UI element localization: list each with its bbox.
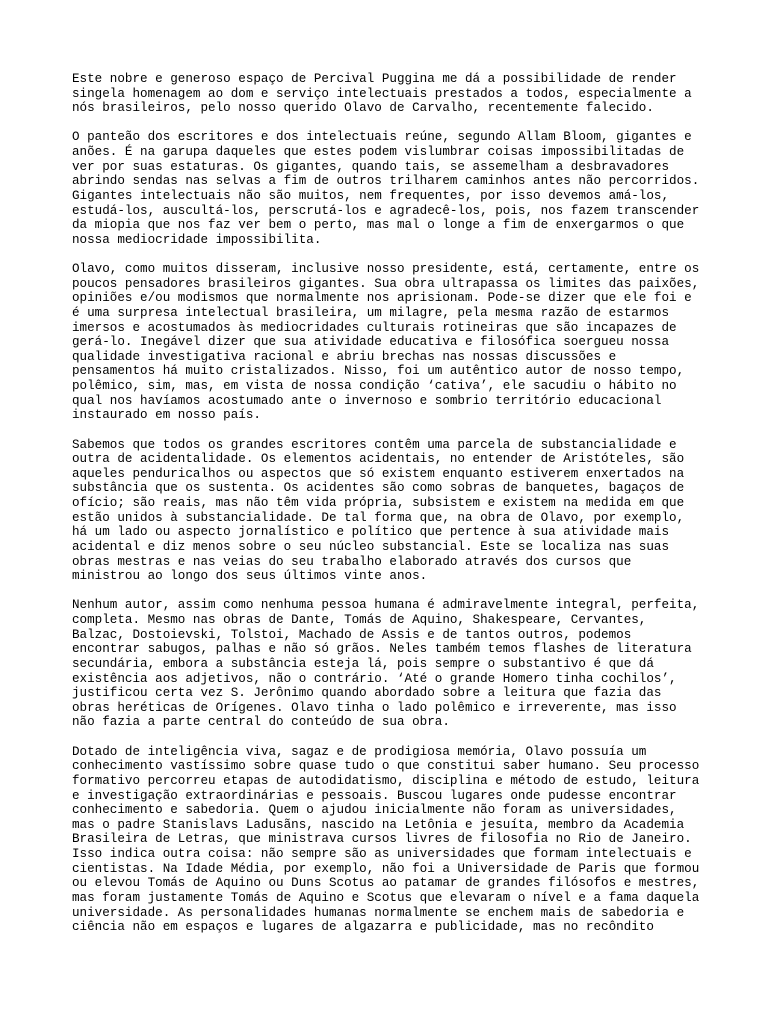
paragraph-5: Nenhum autor, assim como nenhuma pessoa humana é admiravelmente integral, perfeita, completa. Mesmo nas obras de Dante, Tomás de Aquino, Shakespeare, Cervantes, Balzac, Dostoievski, Tolstoi, Machado de Assis e de tantos outros, podemos encontrar sabugos, palhas e não só grãos. Neles também temos flashes de literatura secundária, embora a substância esteja lá, pois sempre o substantivo é que dá existência aos adjetivos, não o contrário. ‘Até o grande Homero tinha cochilos’, justificou certa vez S. Jerônimo quando abordado sobre a leitura que fazia das obras heréticas de Orígenes. Olavo tinha o lado polêmico e irreverente, mas isso não fazia a parte central do conteúdo de sua obra.	[72, 598, 700, 730]
paragraph-1: Este nobre e generoso espaço de Percival Puggina me dá a possibilidade de render singela homenagem ao dom e serviço intelectuais prestados a todos, especialmente a nós brasileiros, pelo nosso querido Olavo de Carvalho, recentemente falecido.	[72, 72, 692, 116]
paragraph-2: O panteão dos escritores e dos intelectuais reúne, segundo Allam Bloom, gigantes e anões. É na garupa daqueles que estes podem vislumbrar coisas impossibilitadas de ver por suas estaturas. Os gigantes, quando tais, se assemelham a desbravadores abrindo sendas nas selvas a fim de outros trilharem caminhos antes não percorridos. Gigantes intelectuais não são muitos, nem frequentes, por isso devemos amá-los, estudá-los, auscultá-los, perscrutá-los e agradecê-los, pois, nos fazem transcender da miopia que nos faz ver bem o perto, mas mal o longe a fim de enxergarmos o que nossa mediocridade impossibilita.	[72, 130, 700, 247]
paragraph-6: Dotado de inteligência viva, sagaz e de prodigiosa memória, Olavo possuía um conhecimento vastíssimo sobre quase tudo o que constitui saber humano. Seu processo formativo percorreu etapas de autodidatismo, disciplina e método de estudo, leitura e investigação extraordinárias e pessoais. Buscou lugares onde pudesse encontrar conhecimento e sabedoria. Quem o ajudou inicialmente não foram as universidades, mas o padre Stanislavs Ladusãns, nascido na Letônia e jesuíta, membro da Academia Brasileira de Letras, que ministrava cursos livres de filosofia no Rio de Janeiro. Isso indica outra coisa: não sempre são as universidades que formam intelectuais e cientistas. Na Idade Média, por exemplo, não foi a Universidade de Paris que formou ou elevou Tomás de Aquino ou Duns Scotus ao patamar de grandes filósofos e mestres, mas foram justamente Tomás de Aquino e Scotus que elevaram o nível e a fama daquela universidade. As personalidades humanas normalmente se enchem mais de sabedoria e ciência não em espaços e lugares de algazarra e publicidade, mas no recôndito	[72, 744, 700, 935]
paragraph-3: Olavo, como muitos disseram, inclusive nosso presidente, está, certamente, entre os poucos pensadores brasileiros gigantes. Sua obra ultrapassa os limites das paixões, opiniões e/ou modismos que normalmente nos aprisionam. Pode-se dizer que ele foi e é uma surpresa intelectual brasileira, um milagre, pela mesma razão de estarmos imersos e acostumados às mediocridades culturais rotineiras que são incapazes de gerá-lo. Inegável dizer que sua atividade educativa e filosófica soergueu nossa qualidade investigativa racional e abriu brechas nas nossas discussões e pensamentos há muito cristalizados. Nisso, foi um autêntico autor de nosso tempo, polêmico, sim, mas, em vista de nossa condição ‘cativa’, ele sacudiu o hábito no qual nos havíamos acostumado ante o invernoso e sombrio território educacional instaurado em nosso país.	[72, 262, 700, 423]
paragraph-4: Sabemos que todos os grandes escritores contêm uma parcela de substancialidade e outra de acidentalidade. Os elementos acidentais, no entender de Aristóteles, são aqueles penduricalhos ou aspectos que só existem enquanto estiverem enxertados na substância que os sustenta. Os acidentes são como sobras de banquetes, bagaços de ofício; são reais, mas não têm vida própria, subsistem e existem na medida em que estão unidos à substancialidade. De tal forma que, na obra de Olavo, por exemplo, há um lado ou aspecto jornalístico e político que pertence à sua atividade mais acidental e diz menos sobre o seu núcleo substancial. Este se localiza nas suas obras mestras e nas veias do seu trabalho elaborado através dos cursos que ministrou ao longo dos seus últimos vinte anos.	[72, 437, 685, 584]
document-page	[72, 72, 712, 949]
